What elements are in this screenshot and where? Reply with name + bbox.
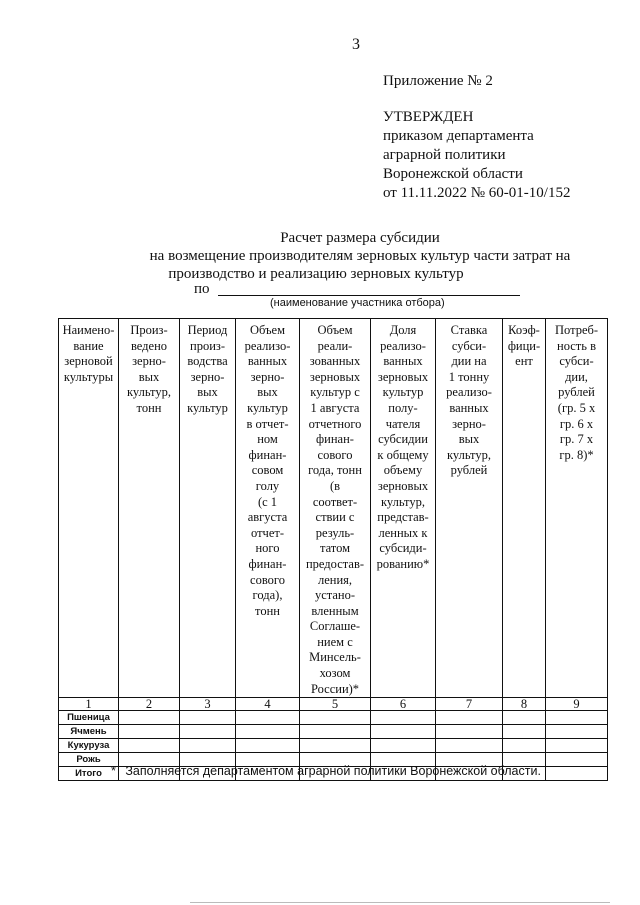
column-number: 2 (119, 698, 180, 711)
subsidy-table (58, 318, 608, 781)
table-cell[interactable] (503, 739, 546, 753)
appendix-label: Приложение № 2 (383, 73, 493, 89)
column-number-row (59, 698, 608, 711)
table-cell[interactable] (300, 725, 371, 739)
table-cell[interactable] (119, 725, 180, 739)
header-cell (300, 319, 371, 698)
header-cell-text: Произ- ведено зерно- вых культур, тонн (127, 323, 171, 415)
header-cell (436, 319, 503, 698)
header-cell (59, 319, 119, 698)
header-cell-text: Ставка субси- дии на 1 тонну реализо- ванных зерно- вых культур, рублей (446, 323, 492, 478)
document-title-line: производство и реализацию зерновых культур (168, 266, 464, 282)
table-cell[interactable] (300, 711, 371, 725)
table-cell[interactable] (180, 711, 236, 725)
header-cell (119, 319, 180, 698)
column-number: 7 (436, 698, 503, 711)
header-cell-text: Потреб- ность в субси- дии, рублей (гр. 5 х гр. 6 х гр. 7 х гр. 8)* (554, 323, 599, 462)
participant-name-line (218, 295, 520, 296)
approval-block (383, 108, 570, 203)
table-cell[interactable] (371, 725, 436, 739)
header-cell-text: Доля реализо- ванных зерновых культур полу- чателя субсидии к общему объему зерновых культур, представ- ленных к субсиди- рованию* (376, 323, 430, 571)
footnote-text: Заполняется департаментом аграрной политики Воронежской области. (125, 764, 541, 778)
header-cell (371, 319, 436, 698)
table-cell[interactable] (546, 753, 608, 767)
table-cell[interactable] (436, 725, 503, 739)
header-cell (503, 319, 546, 698)
header-cell (180, 319, 236, 698)
table-cell[interactable] (503, 711, 546, 725)
crop-name: Пшеница (59, 711, 119, 725)
table-cell[interactable] (236, 725, 300, 739)
footnote (111, 764, 541, 778)
column-number: 4 (236, 698, 300, 711)
table-row (59, 739, 608, 753)
table-cell[interactable] (119, 711, 180, 725)
page-number: 3 (352, 36, 360, 53)
header-row (59, 319, 608, 698)
header-cell-text: Объем реализо- ванных зерно- вых культур в отчет- ном финан- совом голу (с 1 августа отчет- ного финан- сового года), тонн (244, 323, 291, 618)
crop-name: Кукуруза (59, 739, 119, 753)
column-number: 3 (180, 698, 236, 711)
approval-line: приказом департамента (383, 128, 534, 144)
header-cell-text: Наимено- вание зерновой культуры (62, 323, 115, 384)
column-number: 6 (371, 698, 436, 711)
column-number: 8 (503, 698, 546, 711)
approval-line: от 11.11.2022 № 60-01-10/152 (383, 185, 571, 201)
column-number: 1 (59, 698, 119, 711)
table-cell[interactable] (180, 739, 236, 753)
table-cell[interactable] (546, 767, 608, 781)
approval-line: Воронежской области (383, 166, 523, 182)
crop-name: Итого (59, 767, 119, 781)
document-title-line: на возмещение производителям зерновых культур части затрат на (149, 248, 571, 264)
table-row (59, 711, 608, 725)
header-cell-text: Период произ- водства зерно- вых культур (187, 323, 228, 415)
participant-label: по (194, 281, 210, 297)
table-cell[interactable] (436, 739, 503, 753)
crop-name: Ячмень (59, 725, 119, 739)
table-cell[interactable] (180, 725, 236, 739)
table-cell[interactable] (503, 725, 546, 739)
table-row (59, 725, 608, 739)
column-number: 5 (300, 698, 371, 711)
table-cell[interactable] (300, 739, 371, 753)
header-cell (546, 319, 608, 698)
crop-name: Рожь (59, 753, 119, 767)
page-edge-line (190, 902, 610, 903)
table-cell[interactable] (371, 711, 436, 725)
approval-heading: УТВЕРЖДЕН (383, 109, 474, 125)
table-cell[interactable] (546, 725, 608, 739)
table-cell[interactable] (236, 711, 300, 725)
table-cell[interactable] (546, 739, 608, 753)
approval-line: аграрной политики (383, 147, 506, 163)
footnote-star: * (111, 764, 116, 778)
document-title: Расчет размера субсидии (280, 230, 440, 246)
table-cell[interactable] (546, 711, 608, 725)
header-cell-text: Объем реали- зованных зерновых культур с 1 августа отчетного финан- сового года, тонн (в соответ- ствии с резуль- татом предостав- ления, устано- вленным Соглаше- нием с Минсель- хозом России)* (305, 323, 365, 696)
header-cell (236, 319, 300, 698)
participant-name-caption: (наименование участника отбора) (270, 297, 445, 309)
table-cell[interactable] (436, 711, 503, 725)
column-number: 9 (546, 698, 608, 711)
table-cell[interactable] (371, 739, 436, 753)
table-cell[interactable] (236, 739, 300, 753)
table-cell[interactable] (119, 739, 180, 753)
header-cell-text: Коэф- фици- ент (507, 323, 541, 369)
